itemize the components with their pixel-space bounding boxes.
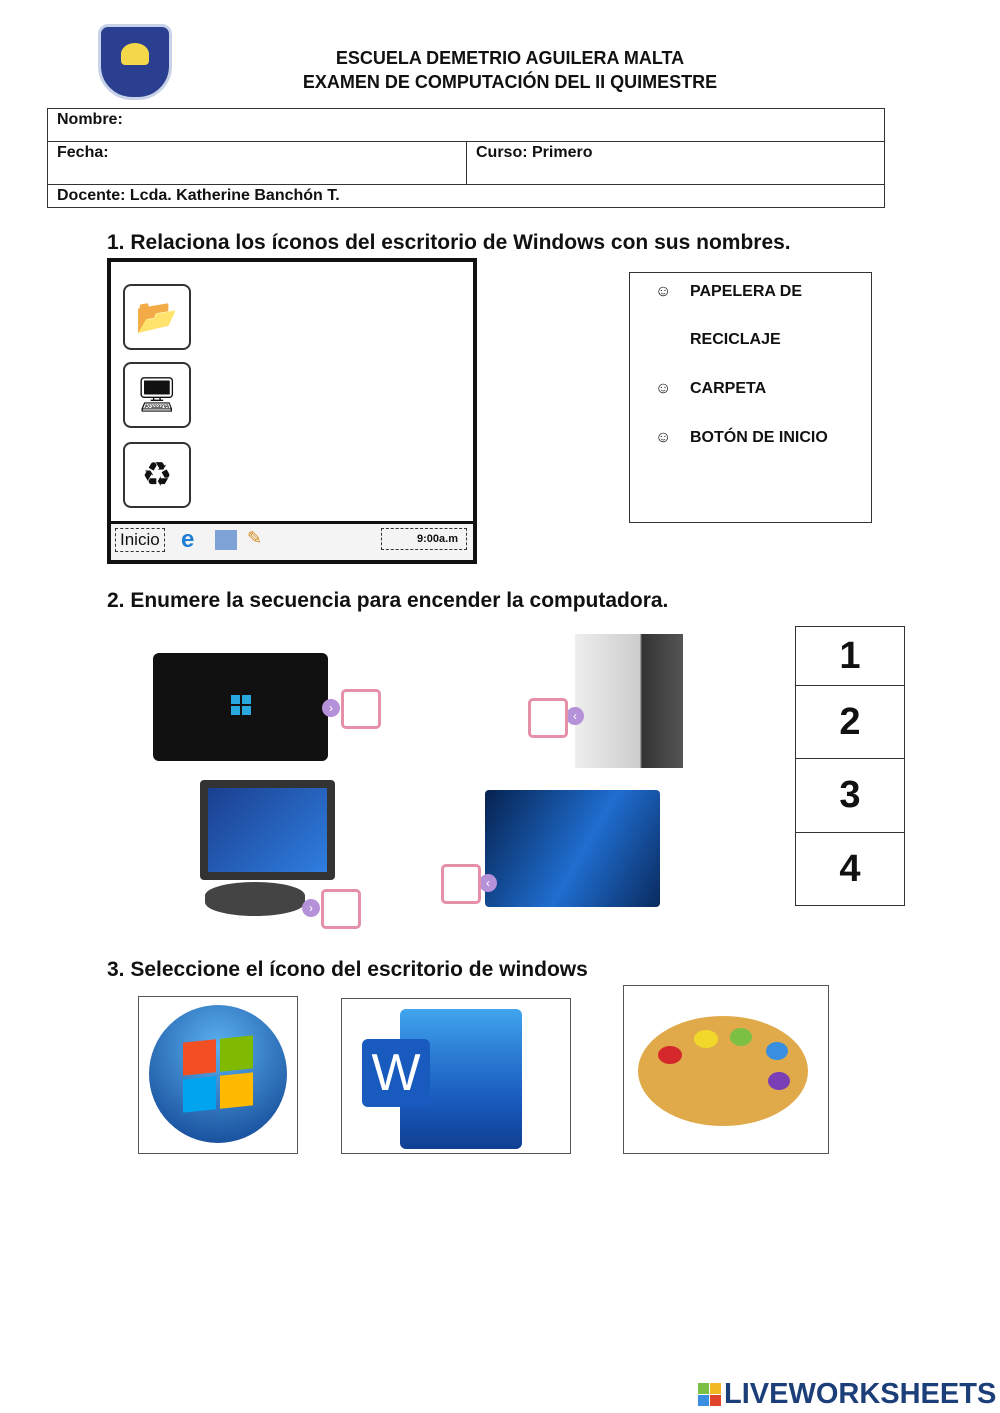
answer-box[interactable]: [341, 689, 381, 729]
answer-box[interactable]: [441, 864, 481, 904]
names-box: [629, 272, 872, 523]
browser-icon: e: [181, 526, 195, 553]
drag-handle[interactable]: ›: [302, 899, 320, 917]
palette-icon: [638, 1016, 808, 1126]
drag-handle[interactable]: ‹: [479, 874, 497, 892]
recycle-bin-icon[interactable]: ♻: [123, 442, 191, 508]
sequence-number: 3: [796, 759, 904, 833]
course-field: Curso: Primero: [467, 142, 885, 185]
document-icon: [215, 530, 237, 550]
school-logo: [98, 24, 172, 100]
monitor-image: [200, 780, 335, 880]
word-letter: W: [362, 1039, 430, 1107]
sequence-number: 2: [796, 686, 904, 759]
cpu-tower-image: [575, 634, 683, 768]
name-option[interactable]: RECICLAJE: [690, 331, 781, 348]
exam-title: EXAMEN DE COMPUTACIÓN DEL II QUIMESTRE: [302, 72, 718, 92]
windows-desktop-image: [485, 790, 660, 907]
liveworksheets-logo: [698, 1378, 996, 1411]
question-3-title: 3. Seleccione el ícono del escritorio de windows: [107, 958, 588, 981]
teacher-field: Docente: Lcda. Katherine Banchón T.: [48, 185, 885, 208]
clock: 9:00a.m: [381, 528, 467, 550]
name-field[interactable]: Nombre:: [48, 109, 885, 142]
sequence-number: 4: [839, 847, 861, 890]
start-button[interactable]: Inicio: [115, 528, 165, 552]
answer-box[interactable]: [321, 889, 361, 929]
word-logo-option[interactable]: [341, 998, 571, 1154]
windows-flag-icon: [183, 1035, 253, 1112]
question-1-title: 1. Relaciona los íconos del escritorio de Windows con sus nombres.: [107, 231, 791, 254]
sequence-number-table: [795, 626, 905, 906]
smiley-icon: ☺: [655, 429, 672, 446]
boot-screen-image: [153, 653, 328, 761]
folder-icon[interactable]: 📂: [123, 284, 191, 350]
brand-text: LIVEWORKSHEETS: [724, 1378, 997, 1410]
date-field[interactable]: Fecha:: [48, 142, 467, 185]
smiley-icon: ☺: [655, 283, 672, 300]
paint-icon: ✎: [247, 528, 263, 548]
windows-logo-option[interactable]: [138, 996, 298, 1154]
school-name: ESCUELA DEMETRIO AGUILERA MALTA: [335, 48, 685, 68]
monitor-stand: [205, 882, 305, 916]
name-option[interactable]: CARPETA: [690, 380, 767, 397]
name-option[interactable]: PAPELERA DE: [690, 283, 803, 300]
question-2-title: 2. Enumere la secuencia para encender la computadora.: [107, 589, 669, 612]
student-info-table: [47, 108, 885, 208]
drag-handle[interactable]: ‹: [566, 707, 584, 725]
paint-palette-option[interactable]: [623, 985, 829, 1154]
drag-handle[interactable]: ›: [322, 699, 340, 717]
taskbar: [111, 521, 473, 560]
computer-icon[interactable]: 🖥: [123, 362, 191, 428]
desktop-illustration: [107, 258, 477, 564]
sequence-number: 1: [796, 627, 904, 686]
smiley-icon: ☺: [655, 380, 672, 397]
answer-box[interactable]: [528, 698, 568, 738]
name-option[interactable]: BOTÓN DE INICIO: [690, 429, 828, 446]
